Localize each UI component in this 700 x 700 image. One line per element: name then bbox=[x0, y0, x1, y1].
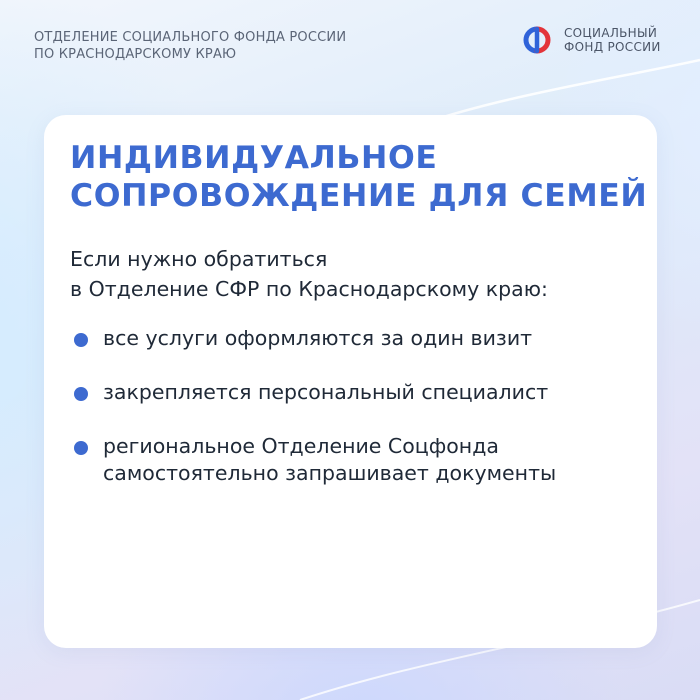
sfr-logo-icon bbox=[517, 25, 557, 55]
organization-name bbox=[34, 29, 346, 63]
list-item-text: все услуги оформляются за один визит bbox=[103, 326, 533, 350]
logo-text-line2: ФОНД РОССИИ bbox=[564, 40, 661, 54]
list-item bbox=[74, 325, 556, 352]
card-title bbox=[70, 139, 647, 215]
logo-text-line1: СОЦИАЛЬНЫЙ bbox=[564, 26, 658, 40]
organization-name-line2: ПО КРАСНОДАРСКОМУ КРАЮ bbox=[34, 47, 237, 62]
card-title-line1: ИНДИВИДУАЛЬНОЕ bbox=[70, 140, 438, 176]
benefits-list bbox=[74, 325, 556, 487]
organization-name-line1: ОТДЕЛЕНИЕ СОЦИАЛЬНОГО ФОНДА РОССИИ bbox=[34, 30, 347, 45]
card-title-line2: СОПРОВОЖДЕНИЕ ДЛЯ СЕМЕЙ bbox=[70, 178, 648, 214]
list-item bbox=[74, 433, 556, 487]
bullet-dot-icon bbox=[74, 441, 88, 455]
sfr-logo-text bbox=[564, 26, 661, 54]
content-card bbox=[44, 115, 657, 648]
list-item-text-line2: самостоятельно запрашивает документы bbox=[103, 461, 557, 485]
intro-text bbox=[70, 244, 548, 304]
bullet-dot-icon bbox=[74, 333, 88, 347]
sfr-logo bbox=[517, 25, 661, 55]
intro-text-line1: Если нужно обратиться bbox=[70, 247, 328, 271]
intro-text-line2: в Отделение СФР по Краснодарскому краю: bbox=[70, 277, 548, 301]
list-item bbox=[74, 379, 556, 406]
list-item-text: закрепляется персональный специалист bbox=[103, 380, 549, 404]
list-item-text-line1: региональное Отделение Соцфонда bbox=[103, 434, 499, 458]
bullet-dot-icon bbox=[74, 387, 88, 401]
